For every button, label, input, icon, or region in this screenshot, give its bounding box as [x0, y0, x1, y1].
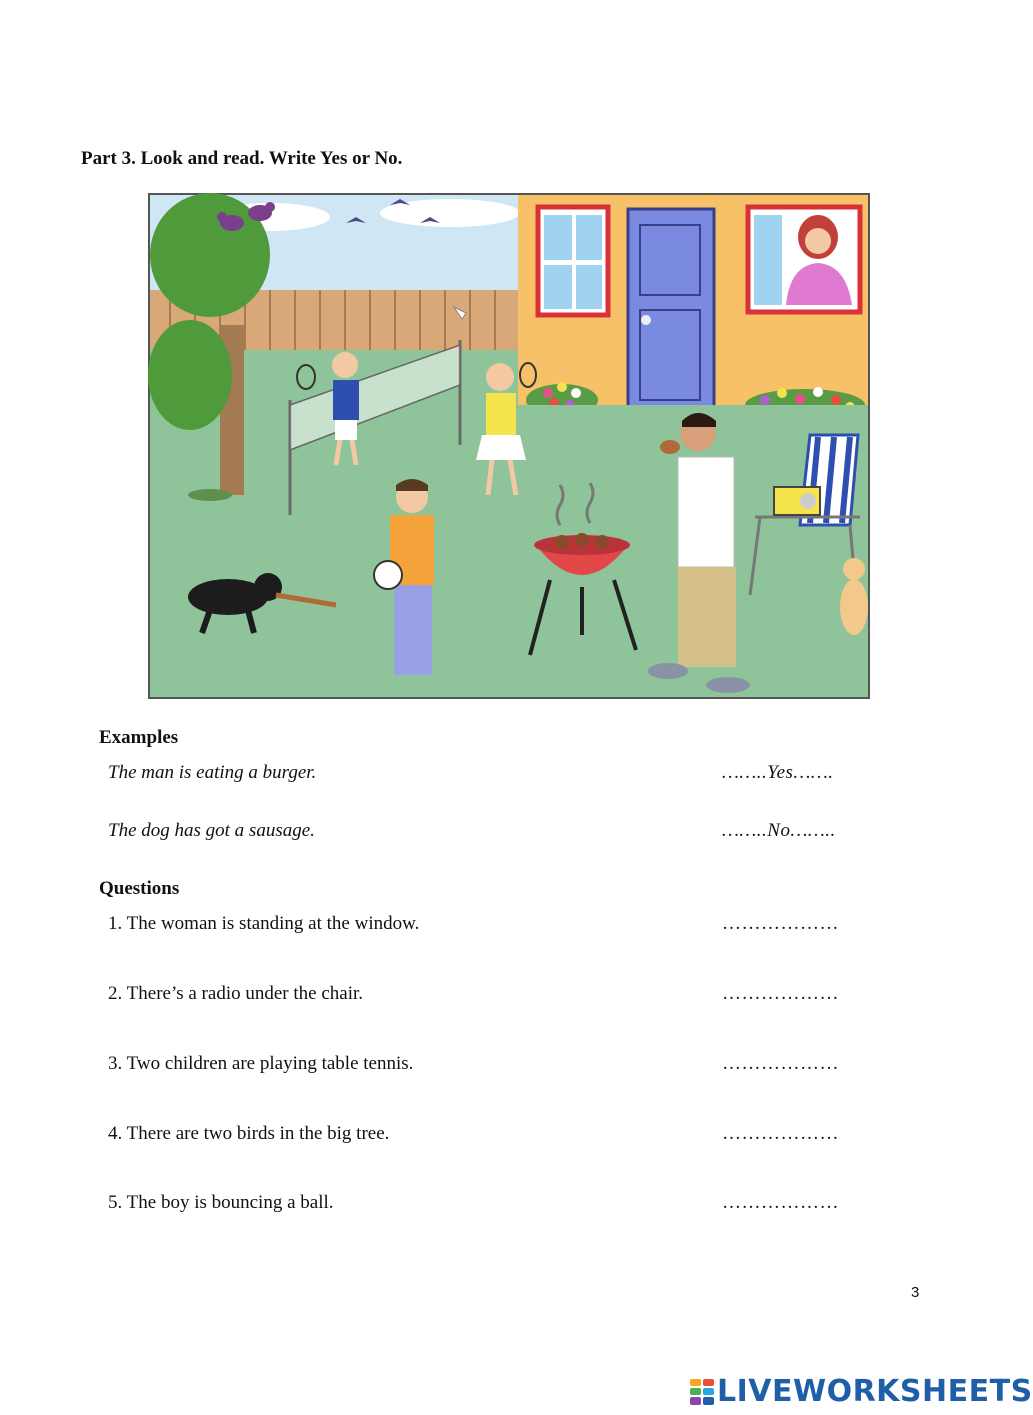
- liveworksheets-logo: [690, 1374, 1033, 1409]
- example-answer-1: ……..Yes…….: [722, 762, 834, 783]
- question-1: 1. The woman is standing at the window.: [108, 913, 420, 934]
- example-sentence-2: The dog has got a sausage.: [108, 820, 315, 841]
- part-title: Part 3. Look and read. Write Yes or No.: [81, 148, 403, 169]
- question-5: 5. The boy is bouncing a ball.: [108, 1192, 334, 1213]
- answer-blank-4[interactable]: ………………: [722, 1123, 839, 1144]
- question-3: 3. Two children are playing table tennis.: [108, 1053, 414, 1074]
- question-2: 2. There’s a radio under the chair.: [108, 983, 363, 1004]
- question-4: 4. There are two birds in the big tree.: [108, 1123, 390, 1144]
- questions-heading: Questions: [99, 878, 180, 899]
- answer-blank-5[interactable]: ………………: [722, 1192, 839, 1213]
- answer-blank-2[interactable]: ………………: [722, 983, 839, 1004]
- page-number: 3: [911, 1284, 920, 1301]
- cat: [840, 558, 868, 635]
- liveworksheets-icon: [690, 1379, 714, 1405]
- example-sentence-1: The man is eating a burger.: [108, 762, 317, 783]
- liveworksheets-wordmark: LIVEWORKSHEETS: [717, 1374, 1033, 1409]
- garden-scene-illustration: [148, 193, 870, 699]
- examples-heading: Examples: [99, 727, 179, 748]
- example-answer-2: ……..No……..: [722, 820, 836, 841]
- answer-blank-1[interactable]: ………………: [722, 913, 839, 934]
- answer-blank-3[interactable]: ………………: [722, 1053, 839, 1074]
